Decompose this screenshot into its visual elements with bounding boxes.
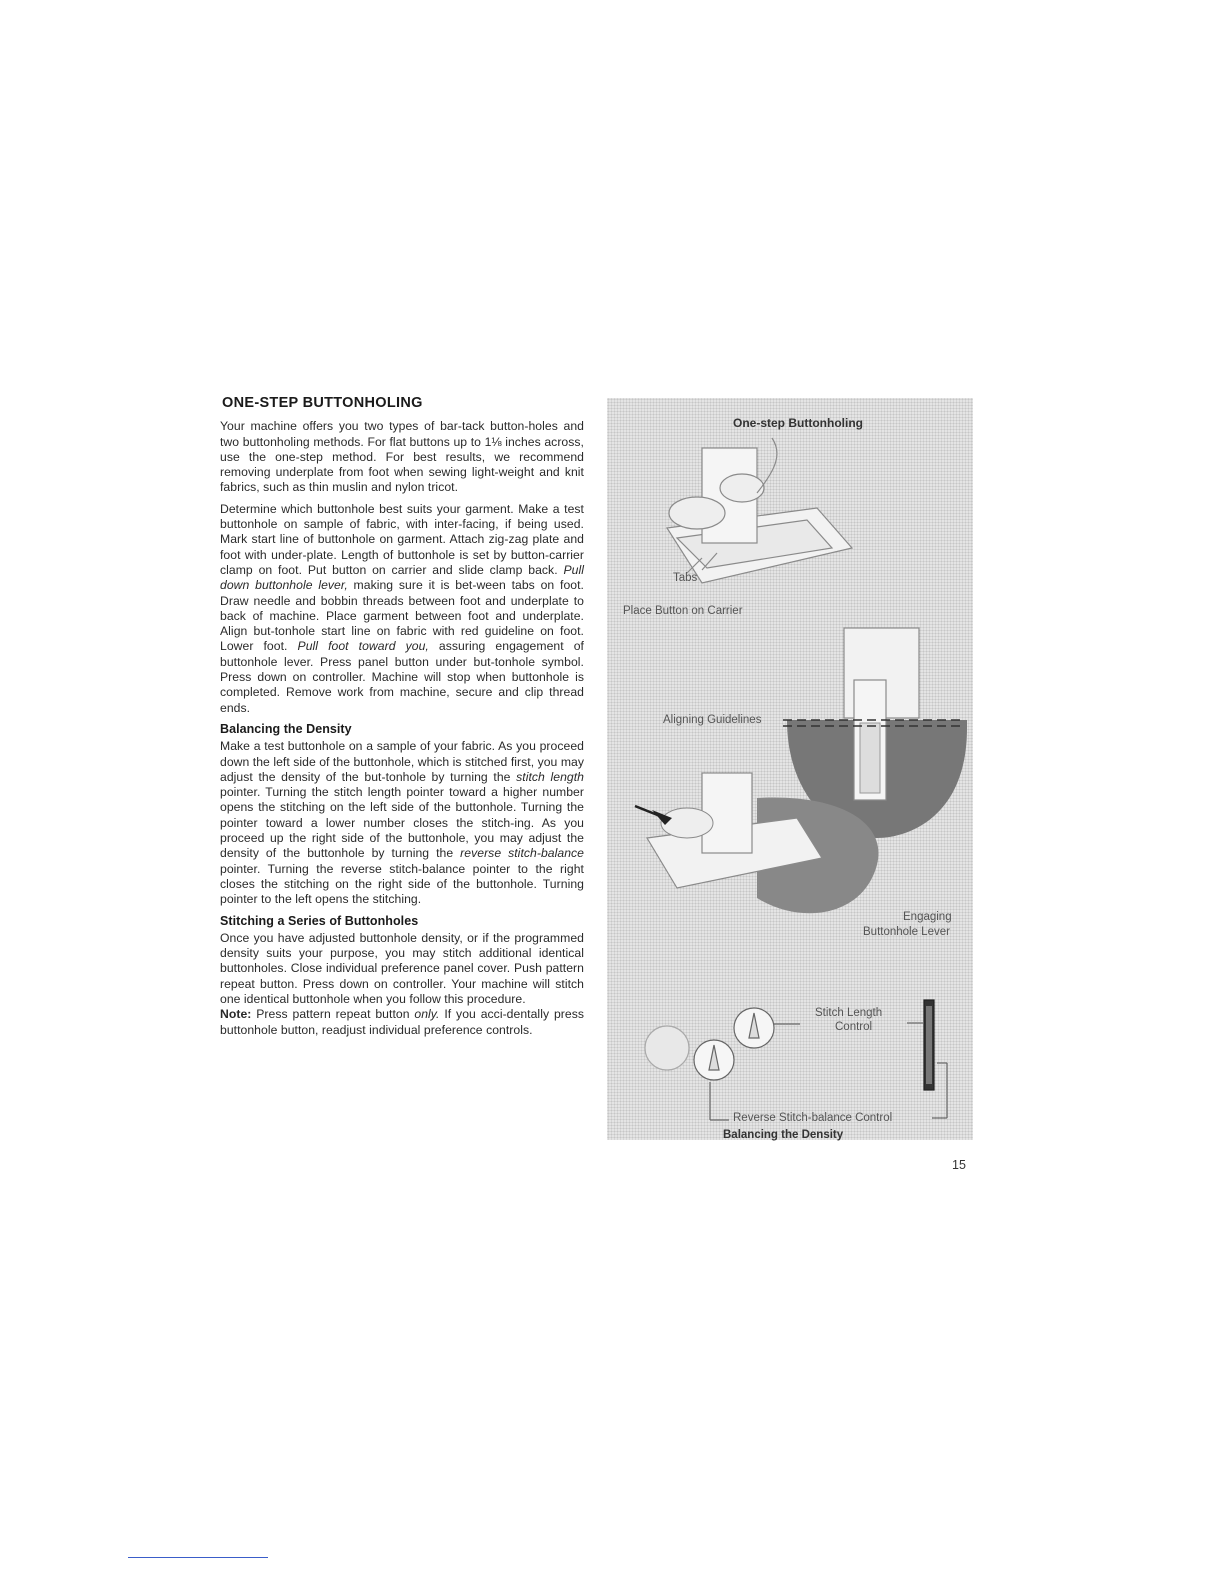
label-reverse-control: Reverse Stitch-balance Control [733,1112,893,1124]
label-engaging-2: Buttonhole Lever [863,926,950,938]
emphasis-pull-foot: Pull foot toward you, [297,639,429,654]
emphasis-reverse-balance: reverse stitch-balance [460,846,585,861]
presser-foot-drawing [667,438,852,583]
steps-paragraph: Determine which buttonhole best suits your garment. Make a test buttonhole on sample of fabric, with inter-facing, if being used. Mark start line of buttonhole on garment. Attach zig-zag plate and foot with under-plate. Length of buttonhole is set by button-carrier clamp on foot. Put button on carrier and slide clamp back. Pull down buttonhole lever, making sure it is bet-ween tabs on foot. Draw needle and bobbin threads between foot and underplate to back of machine. Place garment between foot and underplate. Align but-tonhole start line on fabric with red guideline on foot. Lower foot. Pull foot toward you, assuring engagement of buttonhole lever. Press panel button under but-tonhole symbol. Press down on controller. Machine will stop when buttonhole is completed. Remove work from machine, secure and clip thread ends. [220,501,584,715]
density-heading: Balancing the Density [220,721,352,736]
page-number: 15 [952,1158,966,1172]
density-paragraph: Make a test buttonhole on a sample of your fabric. As you proceed down the left side of the buttonhole, which is stitched first, you may adjust the density of the but-tonhole by turning the stitch length pointer. Turning the stitch length pointer toward a higher number opens the stitching on the left side of the buttonhole. Turning the pointer toward a lower number closes the stitch-ing. As you proceed up the right side of the buttonhole, you may adjust the density of the buttonhole by turning the reverse stitch-balance pointer. Turning the reverse stitch-balance pointer to the right closes the stitching on the right side of the buttonhole. Turning pointer to the left opens the stitching. [220,739,585,907]
illustration-panel [607,398,973,1140]
footer-rule [128,1557,268,1558]
emphasis-stitch-length: stitch length [516,769,584,784]
note-paragraph: Note: Press pattern repeat button only. If you acci-dentally press buttonhole button, readjust individual preference controls. [220,1007,584,1037]
label-place-button: Place Button on Carrier [623,605,743,617]
series-paragraph: Once you have adjusted buttonhole density, or if the programmed density suits your purpose, you may stitch additional identical buttonholes. Close individual preference panel cover. Push pattern repeat button. Press down on controller. Your machine will stitch one identical buttonhole when you follow this procedure. [220,930,584,1006]
label-engaging-1: Engaging [903,911,952,923]
label-aligning-guidelines: Aligning Guidelines [663,714,762,726]
series-heading: Stitching a Series of Buttonholes [220,913,419,928]
emphasis-pull-lever: Pull down buttonhole lever, [220,562,584,593]
illustration-drawing [607,398,973,1140]
dials-drawing [645,1000,947,1120]
figure-title-bottom: Balancing the Density [723,1129,844,1141]
label-stitch-length-2: Control [835,1021,873,1033]
intro-paragraph: Your machine offers you two types of bar-tack button-holes and two buttonholing methods. For flat buttons up to 1⅛ inches across, use the one-step method. For best results, we recommend removing underplate from foot when sewing light-weight and knit fabrics, such as thin muslin and nylon tricot. [220,419,584,495]
section-title: ONE-STEP BUTTONHOLING [222,395,423,411]
figure-title-top: One-step Buttonholing [733,416,863,430]
label-stitch-length-1: Stitch Length [815,1007,883,1019]
label-tabs: Tabs [673,572,698,584]
text-column [220,396,584,1044]
